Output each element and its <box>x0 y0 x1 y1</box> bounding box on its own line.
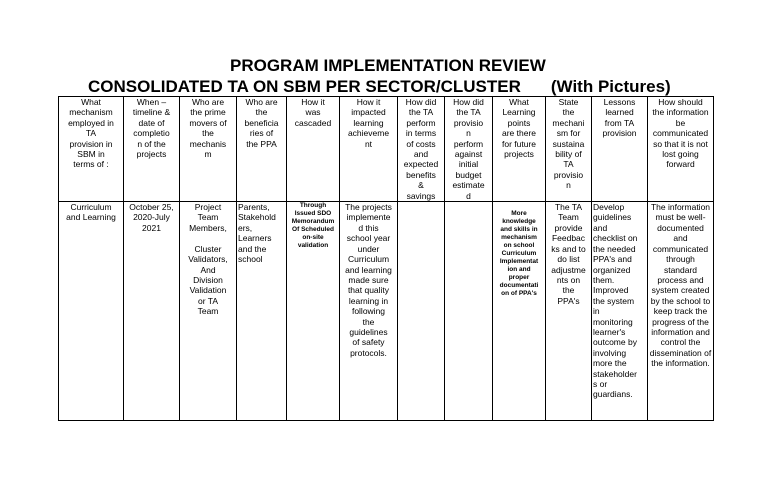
header-cell: How it impacted learning achieveme nt <box>340 97 398 202</box>
table-cell: October 25, 2020-July 2021 <box>124 202 180 421</box>
header-cell: What Learning points are there for future projects <box>493 97 546 202</box>
table-cell: The information must be well- documented and communicated through standard process and system created by the school to keep track the progress of the information and control the dissemination of the information. <box>648 202 714 421</box>
table-cell: Develop guidelines and checklist on the needed PPA's and organized them. Improved the system in monitoring learner's outcome by involving more the stakeholder s or guardians. <box>592 202 648 421</box>
page-title: PROGRAM IMPLEMENTATION REVIEW <box>230 56 546 75</box>
table-cell: More knowledge and skills in mechanism on school Curriculum Implementat ion and proper documentati on of PPA's <box>493 202 546 421</box>
table-cell: Project Team Members, Cluster Validators, And Division Validation or TA Team <box>180 202 237 421</box>
table-cell <box>445 202 493 421</box>
table-cell: Curriculum and Learning <box>59 202 124 421</box>
header-cell: How did the TA perform in terms of costs and expected benefits & savings <box>398 97 445 202</box>
table-cell: The TA Team provide Feedbac ks and to do list adjustme nts on the PPA's <box>546 202 592 421</box>
header-cell: Lessons learned from TA provision <box>592 97 648 202</box>
table-cell: Through Issued SDO Memorandum Of Scheduled on-site validation <box>287 202 340 421</box>
table-cell <box>398 202 445 421</box>
subtitle-main: CONSOLIDATED TA ON SBM PER SECTOR/CLUSTER <box>88 77 521 96</box>
page-subtitle <box>88 77 671 97</box>
ta-review-table <box>58 96 714 421</box>
table-header-row <box>59 97 714 202</box>
header-cell: Who are the beneficia ries of the PPA <box>237 97 287 202</box>
header-cell: How did the TA provisio n perform against initial budget estimate d <box>445 97 493 202</box>
header-cell: When – timeline & date of completio n of the projects <box>124 97 180 202</box>
header-cell: How should the information be communicated so that it is not lost going forward <box>648 97 714 202</box>
header-cell: Who are the prime movers of the mechanis m <box>180 97 237 202</box>
header-cell: What mechanism employed in TA provision in SBM in terms of : <box>59 97 124 202</box>
header-cell: State the mechani sm for sustaina bility of TA provisio n <box>546 97 592 202</box>
table-cell: The projects implemente d this school year under Curriculum and learning made sure that quality learning in following the guidelines of safety protocols. <box>340 202 398 421</box>
header-cell: How it was cascaded <box>287 97 340 202</box>
table-cell: Parents, Stakehold ers, Learners and the school <box>237 202 287 421</box>
table-row <box>59 202 714 421</box>
subtitle-suffix: (With Pictures) <box>550 77 671 96</box>
